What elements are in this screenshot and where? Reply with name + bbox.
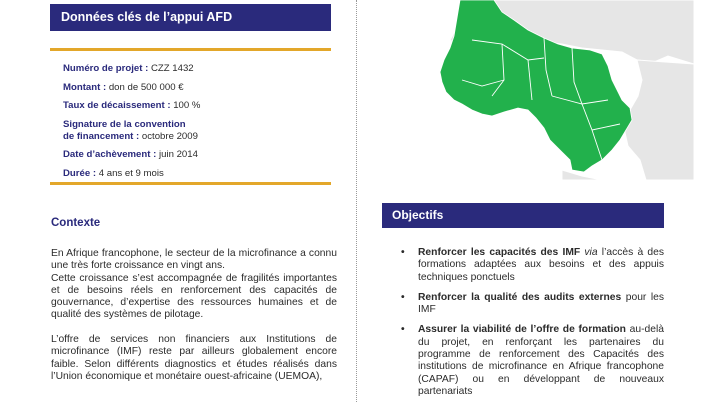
bullet-icon: • (401, 291, 405, 303)
objectives-header (382, 203, 664, 228)
context-title: Contexte (51, 217, 101, 229)
column-divider (356, 0, 357, 402)
map-east-africa (624, 60, 694, 180)
disbursement-row: Taux de décaissement : 100 % (63, 100, 201, 111)
objectives-list (384, 247, 664, 406)
key-data-title: Données clés de l’appui AFD (61, 10, 233, 24)
gold-divider-top (50, 48, 331, 51)
signature-row: Signature de la convention de financement : octobre 2009 (63, 118, 198, 142)
key-data-list (63, 63, 333, 186)
project-number-row: Numéro de projet : CZZ 1432 (63, 63, 194, 74)
gold-divider-bottom (50, 182, 331, 185)
completion-row: Date d’achèvement : juin 2014 (63, 149, 198, 160)
context-paragraph-2: Cette croissance s’est accompagnée de fragilités importantes et de besoins réels en renforcement des capacités de gouvernance, d’expertise des ressources humaines et de qualité des systèmes de pilotage. (51, 272, 337, 321)
objective-item-2: • Renforcer la qualité des audits externes pour les IMF (401, 291, 665, 316)
context-body (51, 248, 337, 383)
duration-row: Durée : 4 ans et 9 mois (63, 167, 164, 179)
bullet-icon: • (401, 247, 405, 258)
amount-row: Montant : don de 500 000 € (63, 81, 184, 93)
africa-map-svg (432, 0, 694, 180)
context-paragraph-3: L’offre de services non financiers aux Institutions de microfinance (IMF) reste par ailleurs globalement encore faible. Selon différents diagnostics et études réalisés dans l’Union économique et monétaire ouest-africaine (UEMOA), (51, 334, 337, 382)
objectives-title: Objectifs (392, 208, 444, 222)
objective-item-3: • Assurer la viabilité de l’offre de formation au-delà du projet, en renforçant les partenaires du programme de renforcement des Capacités des institutions de microfinance en Afrique francophone (CAPAF) ou en développant de nouveaux partenariats (401, 324, 664, 397)
africa-map (432, 0, 694, 180)
key-data-header (50, 4, 331, 31)
objective-item-1: • Renforcer les capacités des IMF via l’accès à des formations adaptées aux besoins et des appuis techniques ponctuels (401, 247, 664, 283)
context-paragraph-1: En Afrique francophone, le secteur de la microfinance a connu une très forte croissance en vingt ans. (51, 248, 337, 272)
bullet-icon: • (401, 324, 405, 336)
